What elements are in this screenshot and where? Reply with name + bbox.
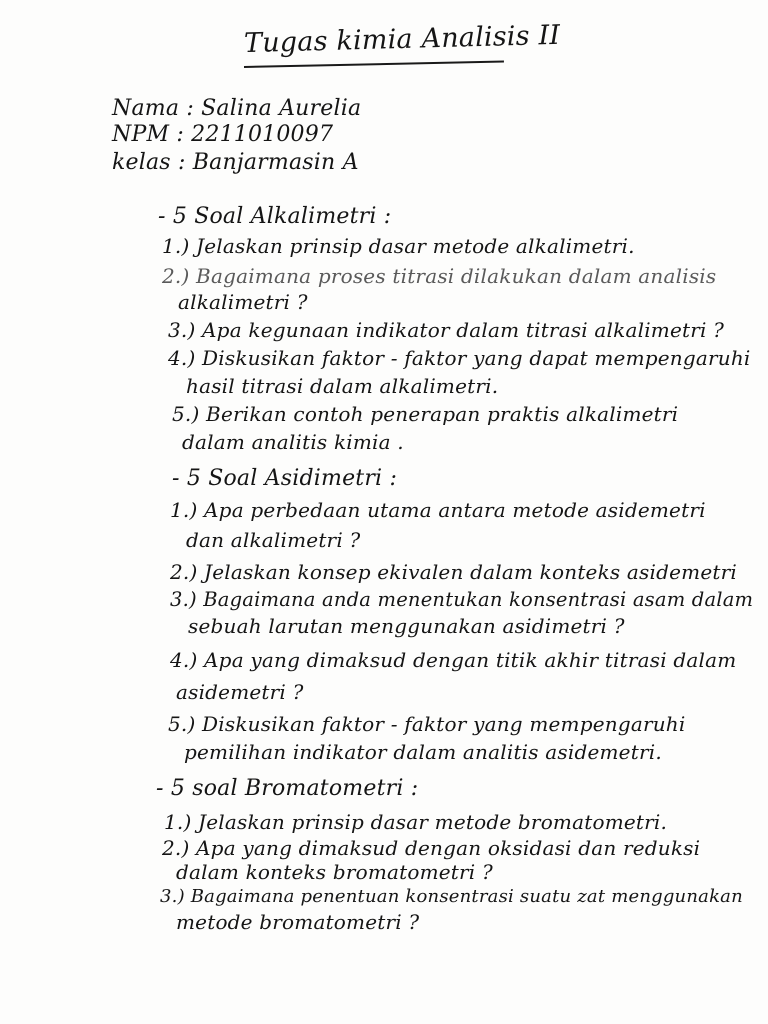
alkalimetri-q2-line2: alkalimetri ?: [178, 290, 308, 314]
asidimetri-q1-line2: dan alkalimetri ?: [186, 528, 361, 552]
bromatometri-q1: 1.) Jelaskan prinsip dasar metode bromatometri.: [164, 810, 668, 834]
alkalimetri-q3: 3.) Apa kegunaan indikator dalam titrasi alkalimetri ?: [168, 318, 725, 342]
title-underline: [244, 61, 504, 68]
section-heading-alkalimetri: - 5 Soal Alkalimetri :: [158, 204, 392, 229]
asidimetri-q5-line2: pemilihan indikator dalam analitis asidemetri.: [184, 740, 662, 764]
alkalimetri-q5-line2: dalam analitis kimia .: [182, 430, 404, 454]
section-heading-bromatometri: - 5 soal Bromatometri :: [156, 776, 419, 801]
bromatometri-q2-line2: dalam konteks bromatometri ?: [176, 860, 493, 884]
asidimetri-q3-line2: sebuah larutan menggunakan asidimetri ?: [188, 614, 625, 638]
asidimetri-q2: 2.) Jelaskan konsep ekivalen dalam konteks asidemetri: [170, 560, 737, 584]
identity-kelas: kelas : Banjarmasin A: [112, 150, 359, 175]
alkalimetri-q4-line2: hasil titrasi dalam alkalimetri.: [186, 374, 499, 398]
bromatometri-q2-line1: 2.) Apa yang dimaksud dengan oksidasi dan reduksi: [162, 836, 701, 860]
asidimetri-q4-line1: 4.) Apa yang dimaksud dengan titik akhir titrasi dalam: [170, 648, 737, 672]
asidimetri-q3-line1: 3.) Bagaimana anda menentukan konsentrasi asam dalam: [170, 588, 754, 611]
section-heading-asidimetri: - 5 Soal Asidimetri :: [172, 466, 398, 491]
identity-npm: NPM : 2211010097: [112, 122, 334, 147]
asidimetri-q5-line1: 5.) Diskusikan faktor - faktor yang mempengaruhi: [168, 712, 686, 736]
bromatometri-q3-line1: 3.) Bagaimana penentuan konsentrasi suatu zat menggunakan: [160, 886, 743, 907]
bromatometri-q3-line2: metode bromatometri ?: [176, 910, 420, 934]
alkalimetri-q5-line1: 5.) Berikan contoh penerapan praktis alkalimetri: [172, 402, 679, 426]
alkalimetri-q1: 1.) Jelaskan prinsip dasar metode alkalimetri.: [162, 234, 635, 258]
asidimetri-q4-line2: asidemetri ?: [176, 680, 304, 704]
identity-nama: Nama : Salina Aurelia: [112, 96, 362, 121]
page-title: Tugas kimia Analisis II: [243, 19, 561, 60]
alkalimetri-q2-line1: 2.) Bagaimana proses titrasi dilakukan dalam analisis: [162, 264, 717, 288]
alkalimetri-q4-line1: 4.) Diskusikan faktor - faktor yang dapat mempengaruhi: [168, 346, 751, 370]
asidimetri-q1-line1: 1.) Apa perbedaan utama antara metode asidemetri: [170, 498, 706, 522]
